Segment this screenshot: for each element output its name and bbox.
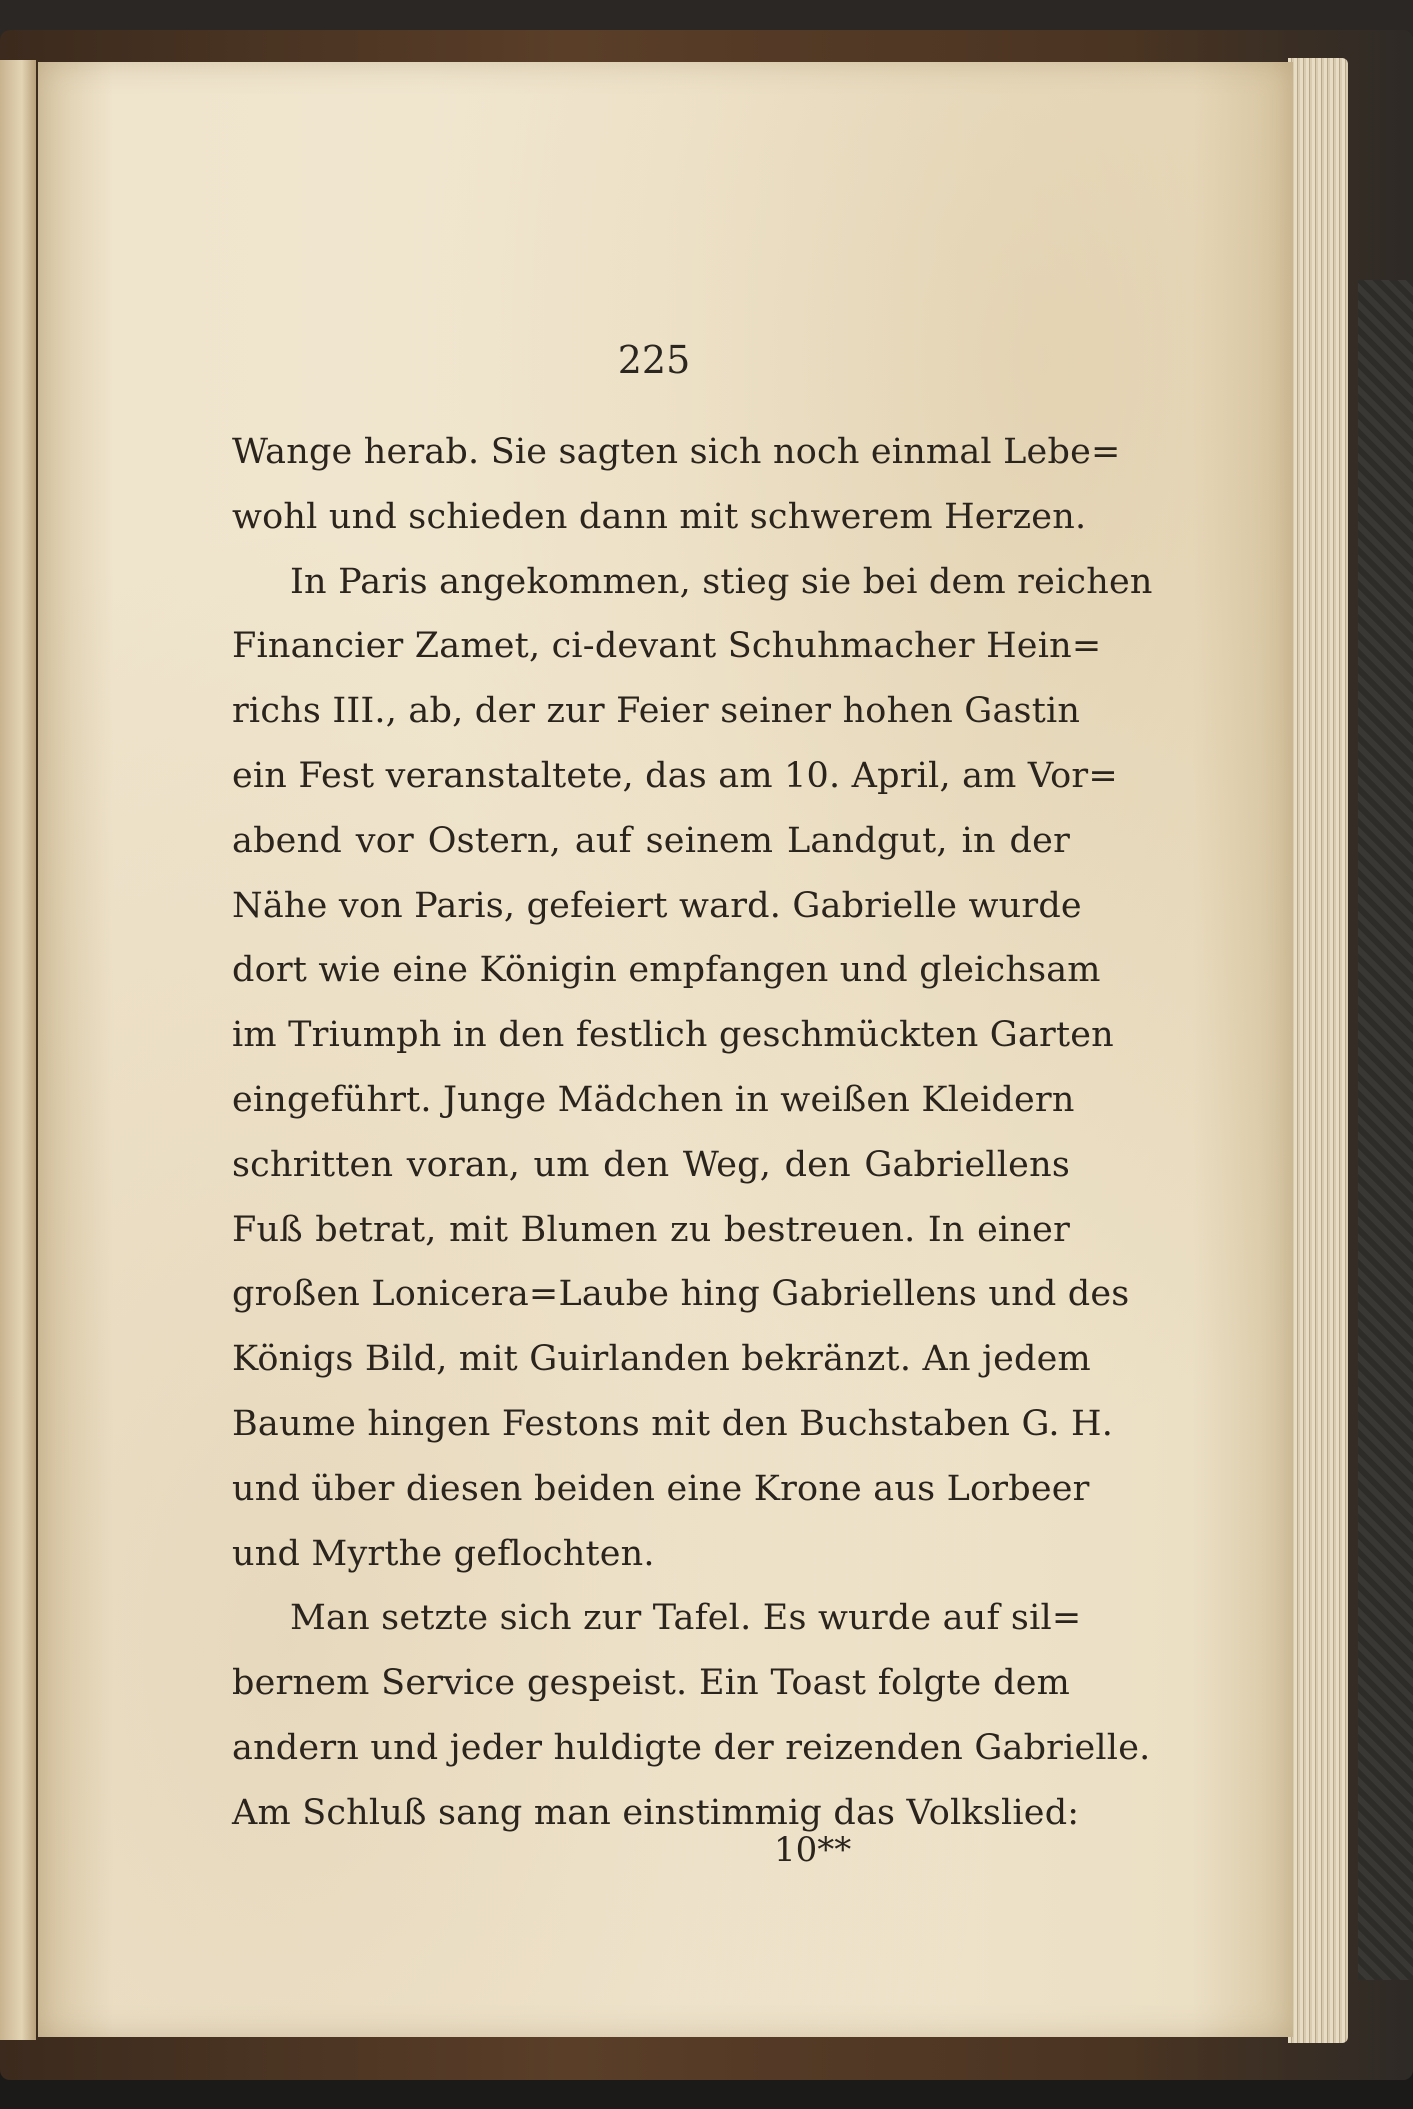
- text-line: Königs Bild, mit Guirlanden bekränzt. An jedem: [232, 1339, 1091, 1380]
- text-line: schritten voran, um den Weg, den Gabriellens: [232, 1144, 1070, 1185]
- text-line: In Paris angekommen, stieg sie bei dem reichen: [290, 561, 1153, 602]
- cover-board-texture: [1358, 280, 1413, 1980]
- text-line: im Triumph in den festlich geschmückten Garten: [232, 1015, 1114, 1056]
- text-line: richs III., ab, der zur Feier seiner hohen Gastin: [232, 691, 1081, 732]
- page-block-edges: [1288, 58, 1348, 2043]
- text-line: und über diesen beiden eine Krone aus Lorbeer: [232, 1468, 1090, 1509]
- text-line: Financier Zamet, ci-devant Schuhmacher Hein=: [232, 626, 1102, 667]
- text-line: Am Schluß sang man einstimmig das Volkslied:: [232, 1792, 1080, 1833]
- text-line: eingeführt. Junge Mädchen in weißen Kleidern: [232, 1079, 1075, 1120]
- page-number: 225: [617, 338, 691, 382]
- text-line: Nähe von Paris, gefeiert ward. Gabrielle wurde: [232, 885, 1082, 926]
- text-line: dort wie eine Königin empfangen und gleichsam: [232, 950, 1101, 991]
- text-line: Man setzte sich zur Tafel. Es wurde auf sil=: [290, 1598, 1082, 1639]
- text-line: und Myrthe geflochten.: [232, 1533, 655, 1574]
- book-page: [38, 62, 1293, 2037]
- signature-mark: 10**: [774, 1830, 852, 1870]
- body-text: [232, 420, 1153, 1846]
- text-line: großen Lonicera=Laube hing Gabriellens und des: [232, 1274, 1130, 1315]
- left-page-edge: [0, 60, 36, 2040]
- text-line: ein Fest veranstaltete, das am 10. April, am Vor=: [232, 755, 1118, 796]
- text-line: abend vor Ostern, auf seinem Landgut, in der: [232, 820, 1070, 861]
- text-line: Baume hingen Festons mit den Buchstaben G. H.: [232, 1403, 1114, 1444]
- text-line: andern und jeder huldigte der reizenden Gabrielle.: [232, 1727, 1151, 1768]
- text-line: wohl und schieden dann mit schwerem Herzen.: [232, 496, 1087, 537]
- text-line: bernem Service gespeist. Ein Toast folgte dem: [232, 1663, 1070, 1704]
- text-line: Wange herab. Sie sagten sich noch einmal Lebe=: [232, 432, 1121, 472]
- text-line: Fuß betrat, mit Blumen zu bestreuen. In einer: [232, 1209, 1070, 1250]
